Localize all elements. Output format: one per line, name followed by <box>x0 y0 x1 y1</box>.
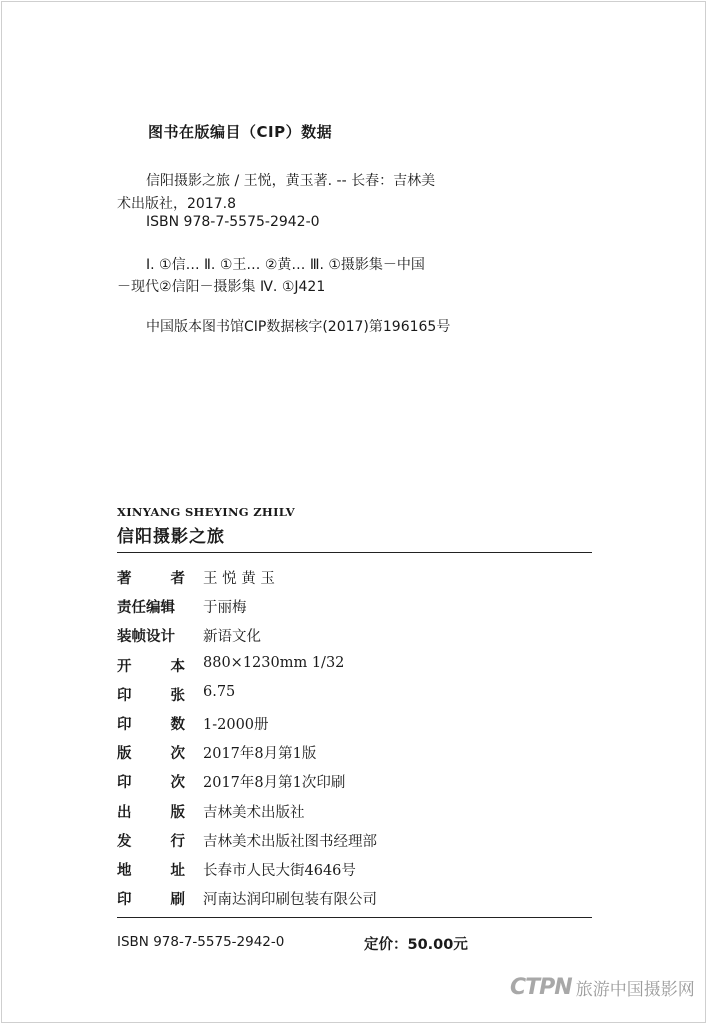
cip-line-1: 信阳摄影之旅 / 王悦，黄玉著. -- 长春：吉林美 <box>146 173 436 189</box>
info-value: 1-2000册 <box>203 717 269 733</box>
info-value: 吉林美术出版社 <box>203 805 305 821</box>
info-label: 著 者 <box>117 571 185 587</box>
watermark-text: 旅游中国摄影网 <box>575 980 695 1000</box>
info-value: 于丽梅 <box>203 600 247 616</box>
info-label: 装帧设计 <box>117 629 175 645</box>
price: 定价：50.00元 <box>364 937 468 953</box>
watermark <box>510 975 695 1000</box>
info-label: 发 行 <box>117 834 185 850</box>
book-title-chinese: 信阳摄影之旅 <box>117 527 225 547</box>
info-label: 责任编辑 <box>117 600 175 616</box>
info-label: 开 本 <box>117 659 185 675</box>
watermark-logo: CTPN <box>510 975 572 1000</box>
cip-title: 图书在版编目（CIP）数据 <box>148 123 333 141</box>
cip-line-2: 术出版社，2017.8 <box>117 196 236 212</box>
info-value: 6.75 <box>203 684 236 700</box>
info-label: 印 数 <box>117 717 185 733</box>
info-value: 长春市人民大街4646号 <box>203 863 356 879</box>
info-label: 版 次 <box>117 746 185 762</box>
info-value: 王 悦 黄 玉 <box>203 571 275 587</box>
info-value: 吉林美术出版社图书经理部 <box>203 834 377 850</box>
cip-isbn: ISBN 978-7-5575-2942-0 <box>146 214 320 230</box>
info-value: 河南达润印刷包装有限公司 <box>203 892 377 908</box>
book-title-english: XINYANG SHEYING ZHILV <box>117 505 295 519</box>
info-label: 印 张 <box>117 688 185 704</box>
cip-classification-2: －现代②信阳－摄影集 Ⅳ. ①J421 <box>117 279 326 295</box>
info-label: 印 次 <box>117 775 185 791</box>
info-label: 地 址 <box>117 863 185 879</box>
cip-classification-1: Ⅰ. ①信… Ⅱ. ①王… ②黄… Ⅲ. ①摄影集－中国 <box>146 257 425 273</box>
info-value: 2017年8月第1版 <box>203 746 317 762</box>
info-label: 出 版 <box>117 805 185 821</box>
info-value: 880×1230mm 1/32 <box>203 655 345 671</box>
cip-number: 中国版本图书馆CIP数据核字(2017)第196165号 <box>146 319 451 335</box>
divider-bottom <box>117 917 592 918</box>
divider-top <box>117 552 592 553</box>
info-value: 新语文化 <box>203 629 261 645</box>
footer-isbn: ISBN 978-7-5575-2942-0 <box>117 934 285 950</box>
info-value: 2017年8月第1次印刷 <box>203 775 346 791</box>
info-label: 印 刷 <box>117 892 185 908</box>
